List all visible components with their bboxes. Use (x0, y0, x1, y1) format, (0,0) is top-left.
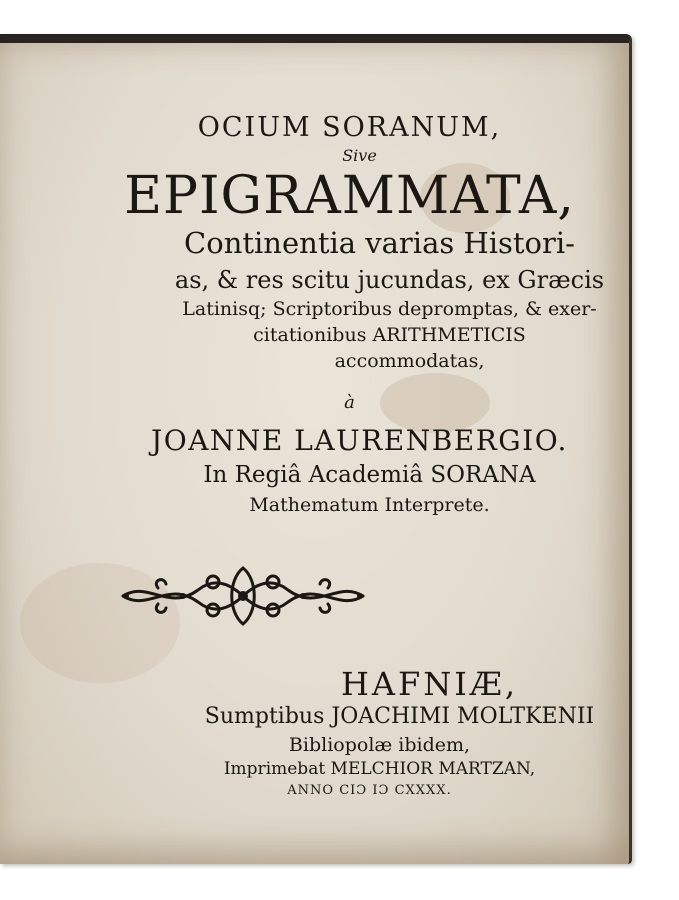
description-line-2: as, & res scitu jucundas, ex Græcis (174, 266, 605, 294)
title-line-1: OCIUM SORANUM, (197, 112, 502, 143)
imprint-year: ANNO CIƆ IƆ CXXXX. (287, 783, 452, 798)
imprint-city: HAFNIÆ, (340, 665, 519, 703)
imprint-publisher: Sumptibus JOACHIMI MOLTKENII (204, 704, 595, 729)
description-line-5: accommodatas, (334, 350, 485, 372)
author-affiliation: In Regiâ Academiâ SORANA (203, 462, 536, 488)
description-line-4: citationibus ARITHMETICIS (253, 324, 526, 346)
description-line-3: Latinisq; Scriptoribus depromptas, & exer- (182, 298, 597, 320)
printers-ornament-icon (118, 560, 368, 632)
author-role: Mathematum Interprete. (249, 494, 490, 516)
sive-word: Sive (342, 146, 377, 165)
imprint-printer: Imprimebat MELCHIOR MARTZAN, (223, 759, 536, 779)
main-title: EPIGRAMMATA, (124, 166, 575, 226)
by-word: à (344, 392, 355, 413)
description-line-1: Continentia varias Histori- (184, 226, 575, 260)
author-name: JOANNE LAURENBERGIO. (151, 424, 568, 457)
imprint-bookseller: Bibliopolæ ibidem, (288, 734, 471, 756)
